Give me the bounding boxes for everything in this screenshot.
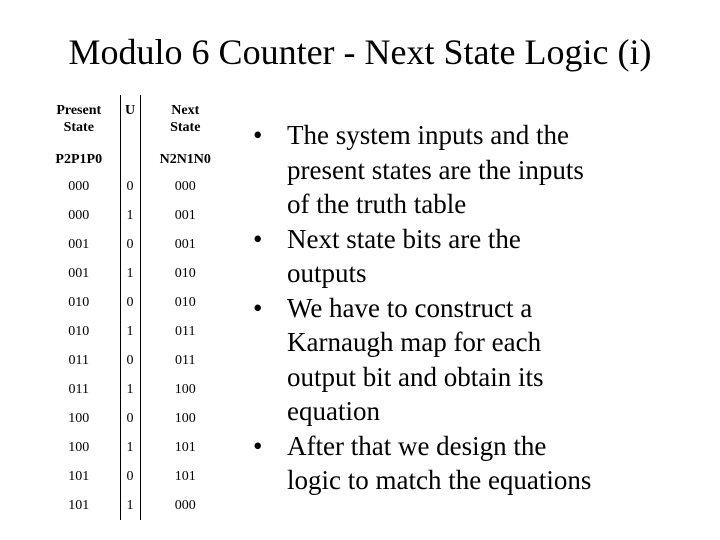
- present-state-cell: 011: [68, 353, 89, 368]
- next-state-cell: 101: [174, 469, 196, 484]
- bullet-item: [253, 429, 713, 498]
- present-bits-header: P2P1P0: [55, 151, 103, 167]
- bullet-text-line: Karnaugh map for each: [287, 327, 542, 357]
- bullet-text-line: We have to construct a: [287, 292, 533, 323]
- table-row: [38, 404, 230, 433]
- input-u-cell: 0: [120, 462, 140, 491]
- next-state-cell: 101: [174, 440, 196, 455]
- input-u-cell: 0: [120, 288, 140, 317]
- bullet-list: [253, 118, 713, 498]
- bullet-text-line: of the truth table: [287, 189, 467, 219]
- next-state-header-line2: State: [170, 120, 201, 135]
- table-row: [38, 346, 230, 375]
- table-row: [38, 462, 230, 491]
- present-state-header: [38, 95, 120, 146]
- bullet-text-line: The system inputs and the: [287, 120, 569, 150]
- table-header-row: [38, 95, 230, 146]
- table-row: [38, 288, 230, 317]
- table-row: [38, 259, 230, 288]
- next-state-header: [140, 95, 230, 146]
- present-state-cell: 100: [68, 440, 90, 455]
- input-u-cell: 1: [120, 375, 140, 404]
- present-state-cell: 101: [68, 469, 90, 484]
- present-state-cell: 011: [68, 382, 89, 397]
- bullet-dot-icon: •: [253, 120, 263, 150]
- present-state-cell: 001: [68, 237, 90, 252]
- present-state-cell: 101: [68, 498, 90, 513]
- table-row: [38, 491, 230, 520]
- table-bits-header-row: [38, 146, 230, 172]
- bullet-text-line: equation: [287, 396, 380, 426]
- bullet-item: [253, 291, 713, 429]
- input-u-cell: 1: [120, 317, 140, 346]
- bullet-item: [253, 222, 713, 291]
- table-row: [38, 375, 230, 404]
- bullet-text-line: present states are the inputs: [287, 154, 584, 185]
- input-u-cell: 0: [120, 172, 140, 201]
- input-u-cell: 0: [120, 230, 140, 259]
- next-state-cell: 011: [175, 324, 196, 339]
- present-state-cell: 000: [68, 179, 90, 194]
- present-state-cell: 100: [68, 411, 90, 426]
- input-u-cell: 1: [120, 491, 140, 520]
- bullet-item: [253, 118, 713, 222]
- table-row: [38, 317, 230, 346]
- table-row: [38, 433, 230, 462]
- input-u-cell: 0: [120, 404, 140, 433]
- present-state-cell: 001: [68, 266, 90, 281]
- table-row: [38, 172, 230, 201]
- next-bits-header: N2N1N0: [159, 151, 211, 167]
- present-state-header-line2: State: [63, 120, 94, 135]
- bullet-text-line: After that we design the: [287, 430, 547, 461]
- present-state-cell: 010: [68, 324, 90, 339]
- next-state-cell: 011: [175, 353, 196, 368]
- bullet-text-line: Next state bits are the: [287, 223, 521, 254]
- input-u-cell: 0: [120, 346, 140, 375]
- input-u-header: U: [120, 95, 140, 146]
- input-u-cell: 1: [120, 259, 140, 288]
- input-u-cell: 1: [120, 201, 140, 230]
- next-state-cell: 100: [174, 411, 196, 426]
- input-u-cell: 1: [120, 433, 140, 462]
- next-state-cell: 010: [174, 295, 196, 310]
- bullet-dot-icon: •: [253, 223, 263, 254]
- table-row: [38, 230, 230, 259]
- truth-table: [38, 95, 230, 520]
- present-state-cell: 010: [68, 295, 90, 310]
- next-state-cell: 100: [174, 382, 196, 397]
- next-state-cell: 010: [174, 266, 196, 281]
- present-state-cell: 000: [68, 208, 90, 223]
- bullet-text-line: logic to match the equations: [287, 465, 592, 495]
- bullet-text-line: outputs: [287, 258, 367, 288]
- bullet-dot-icon: •: [253, 292, 263, 323]
- bullet-text-line: output bit and obtain its: [287, 361, 544, 392]
- input-u-header-spacer: [120, 146, 140, 172]
- next-state-cell: 001: [174, 237, 196, 252]
- slide-title: Modulo 6 Counter - Next State Logic (i): [68, 32, 652, 72]
- next-state-cell: 001: [174, 208, 196, 223]
- present-state-header-line1: Present: [56, 103, 102, 118]
- next-state-cell: 000: [174, 179, 196, 194]
- next-state-cell: 000: [174, 498, 196, 513]
- bullet-dot-icon: •: [253, 430, 263, 461]
- next-state-header-line1: Next: [171, 103, 200, 118]
- table-row: [38, 201, 230, 230]
